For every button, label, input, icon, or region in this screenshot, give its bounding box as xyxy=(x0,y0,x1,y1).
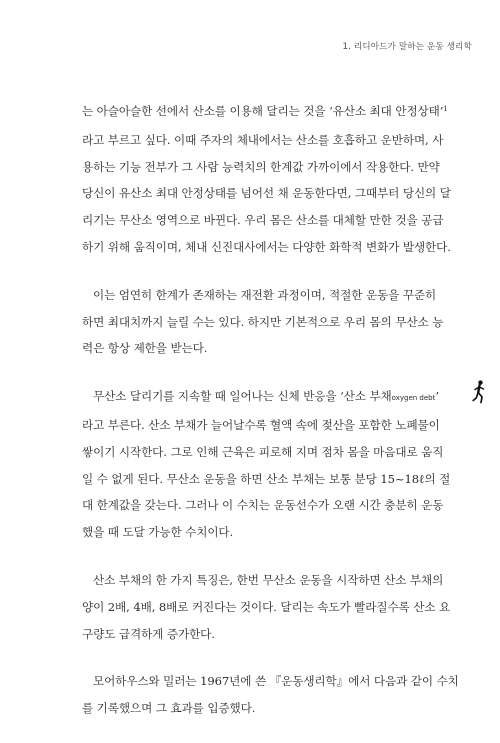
text-line: 라고 부른다. 산소 부채가 늘어날수록 혈액 속에 젖산을 포함한 노폐물이 xyxy=(82,417,440,432)
text-line: 라고 부르고 싶다. 이때 주자의 체내에서는 산소를 호흡하고 운반하며, 사 xyxy=(82,132,444,147)
text-line: 했을 때 도달 가능한 수치이다. xyxy=(82,525,234,540)
text-line: 모어하우스와 밀러는 1967년에 쓴 『운동생리학』에서 다음과 같이 수치 xyxy=(93,674,459,689)
text-line: 용하는 기능 전부가 그 사람 능력치의 한계값 가까이에서 작용한다. 만약 xyxy=(82,159,440,174)
paragraph-2 xyxy=(82,282,444,362)
text-line: 쌓이기 시작한다. 그로 인해 근육은 피로해 지며 점차 몸을 마음대로 움직 xyxy=(82,444,444,459)
text-line xyxy=(82,383,439,412)
paragraph-1 xyxy=(82,98,451,261)
text-line-content: 무산소 달리기를 지속할 때 일어나는 신체 반응을 ‘산소 부채 xyxy=(93,389,392,404)
text-line xyxy=(82,98,448,127)
text-line: 당신이 유산소 최대 안정상태를 넘어선 채 운동한다면, 그때부터 당신의 달 xyxy=(82,186,451,201)
paragraph-5 xyxy=(82,668,459,722)
footnote-mark: 1 xyxy=(443,105,448,113)
body-text xyxy=(82,98,459,743)
text-line: 를 기록했으며 그 효과를 입증했다. xyxy=(82,701,256,716)
text-line: 력은 항상 제한을 받는다. xyxy=(82,341,208,356)
text-line: 대 한계값을 갖는다. 그러나 이 수치는 운동선수가 오랜 시간 충분히 운동 xyxy=(82,498,444,513)
english-gloss: oxygen debt xyxy=(391,394,436,403)
text-line: 이는 엄연히 한계가 존재하는 재전환 과정이며, 적절한 운동을 꾸준히 xyxy=(93,287,437,302)
text-line-content: 는 아슬아슬한 선에서 산소를 이용해 달리는 것을 ‘유산소 최대 안정상태’ xyxy=(82,104,444,118)
text-line: 일 수 없게 된다. 무산소 운동을 하면 산소 부채는 보통 분당 15~18ℓ의 절 xyxy=(82,471,451,486)
text-line: 산소 부채의 한 가지 특징은, 한번 무산소 운동을 시작하면 산소 부채의 xyxy=(93,572,444,587)
closing-quote: ’ xyxy=(435,389,439,404)
text-line: 구량도 급격하게 증가한다. xyxy=(82,626,215,641)
text-line: 양이 2배, 4배, 8배로 커진다는 것이다. 달리는 속도가 빨라질수록 산소 요 xyxy=(82,599,451,614)
paragraph-3 xyxy=(82,383,451,546)
running-header: 1. 리디아드가 말하는 운동 생리학 xyxy=(342,42,472,52)
text-line: 하기 위해 움직이며, 체내 신진대사에서는 다양한 화학적 변화가 발생한다. xyxy=(82,239,451,254)
runner-icon xyxy=(472,380,486,404)
text-line: 하면 최대치까지 늘릴 수는 있다. 하지만 기본적으로 우리 몸의 무산소 능 xyxy=(82,314,444,329)
paragraph-4 xyxy=(82,567,451,647)
text-line: 리기는 무산소 영역으로 바뀐다. 우리 몸은 산소를 대체할 만한 것을 공급 xyxy=(82,213,444,228)
